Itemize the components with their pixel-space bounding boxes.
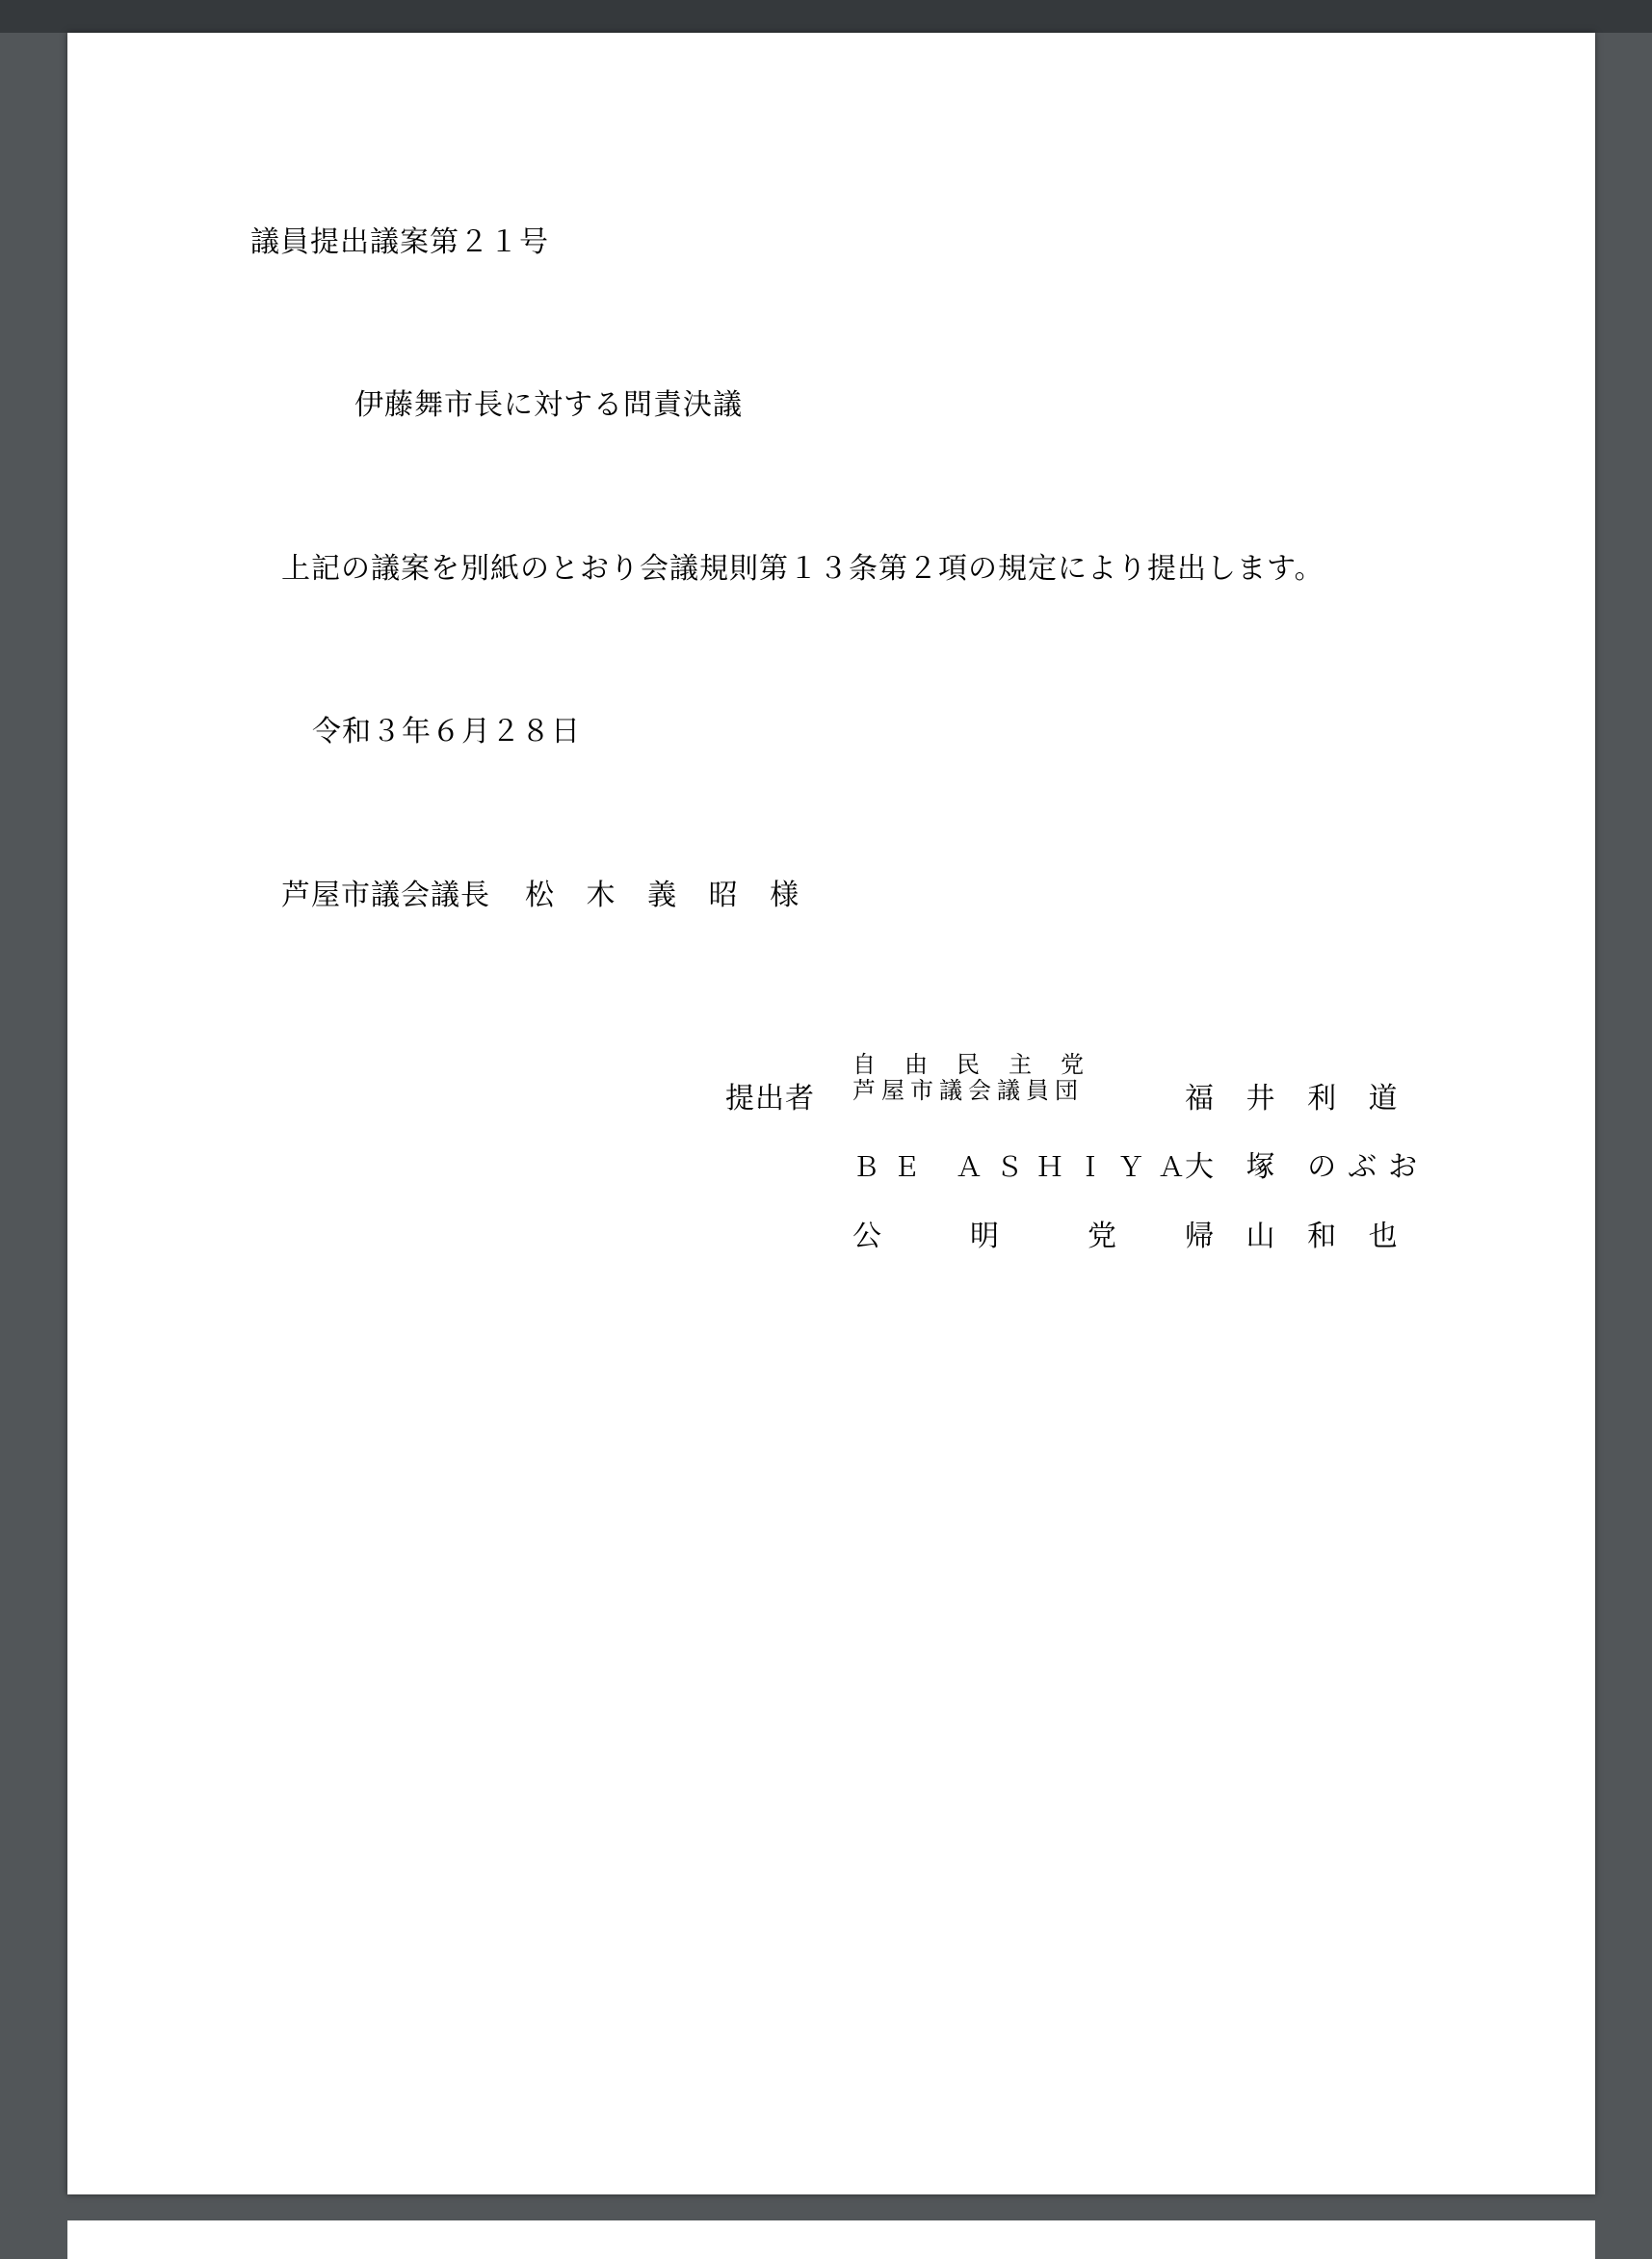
- submitter-1-party-line2: 芦屋市議会議員団: [852, 1077, 1084, 1104]
- addressee-title: 芦屋市議会議長: [281, 879, 490, 912]
- document-page: [67, 33, 1595, 2194]
- submitter-2-name: 大 塚 のぶお: [1185, 1150, 1429, 1184]
- submission-date: 令和３年６月２８日: [312, 715, 581, 749]
- submitter-label: 提出者: [725, 1082, 815, 1116]
- bill-number: 議員提出議案第２１号: [250, 225, 549, 259]
- next-page-edge: [67, 2220, 1595, 2259]
- submitter-1-name: 福 井 利 道: [1185, 1082, 1409, 1116]
- submitter-1-party-line1: 自由民主党: [852, 1051, 1113, 1078]
- addressee-name: 松 木 義 昭 様: [525, 879, 811, 912]
- body-text: 上記の議案を別紙のとおり会議規則第１３条第２項の規定により提出します。: [281, 552, 1324, 586]
- submitter-2-party: ＢＥ ＡＳＨＩＹＡ: [852, 1151, 1198, 1183]
- viewer-toolbar: [0, 0, 1652, 33]
- submitter-3-party: 公明党: [852, 1220, 1205, 1253]
- submitter-3-name: 帰 山 和 也: [1185, 1220, 1409, 1253]
- document-title: 伊藤舞市長に対する問責決議: [354, 388, 743, 422]
